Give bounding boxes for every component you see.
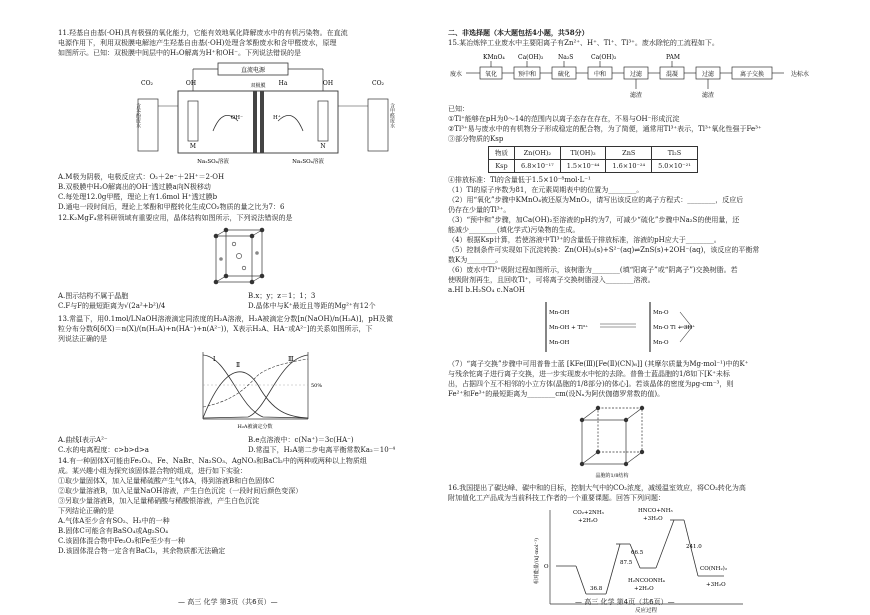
q12-option-a: A.图示结构不属于晶胞 (58, 292, 129, 300)
q12-option-b: B.x；y；z＝1；1；3 (248, 292, 316, 300)
reagent-pam: PAM (666, 54, 680, 61)
question-16 (448, 483, 838, 614)
q15-subquestion: 与残余铊离子进行离子交换，进一步实现废水中铊的去除。普鲁士蓝晶胞的1/8如下[K⁺未标 (448, 370, 730, 378)
q15-subquestion: 仍存在少量的Tl³⁺。 (448, 206, 511, 214)
right-column (448, 28, 838, 615)
question-11 (58, 28, 438, 212)
q15-subquestion: 能减少________(填化学式)污染物的生成。 (448, 226, 580, 234)
table-cell: Tl₂S (652, 147, 698, 160)
ha-label: Ha (278, 80, 288, 87)
q14-option: A.气体A至少含有SO₂、H₂中的一种 (58, 517, 170, 525)
energy-label: CO(NH₂)₂ (700, 566, 728, 572)
energy-label: +3H₂O (643, 516, 663, 522)
electrode-m (188, 101, 198, 141)
q11-line: 电源作用下，利用双极膜电解池产生羟基自由基(·OH)处理含苯酚废水和含甲醛废水，原理 (58, 39, 337, 47)
table-cell: ZnS (606, 147, 652, 160)
q14-option: C.该固体混合物中Fe₂O₃和Fe至少有一种 (58, 537, 185, 545)
titration-figure (188, 347, 328, 432)
q12-option-d: D.晶体中与K⁺最近且等距的Mg²⁺有12个 (248, 302, 376, 310)
x-axis-label: 反应过程 (634, 608, 658, 614)
energy-label: +3H₂O (706, 582, 726, 588)
process-flow-figure (448, 51, 833, 101)
known-title: 已知： (448, 105, 469, 113)
q15-subquestion: a.HI b.H₂SO₄ c.NaOH (448, 286, 525, 294)
flow-sulfide: 硫化 (557, 71, 571, 78)
energy-label: CO₂+2NH₃ (573, 510, 604, 516)
q14-line: 下列结论正确的是 (58, 507, 114, 515)
q13-option-d: D.常温下，H₂A第二步电离平衡常数Ka₂＝10⁻⁴ (248, 446, 396, 454)
section-heading: 二、非选择题（本大题包括4小题，共58分） (448, 28, 589, 37)
q12-options-row (58, 301, 438, 311)
flow-ion-exchange: 离子交换 (739, 71, 765, 78)
electrolysis-diagram (133, 61, 393, 169)
right-tank-label: 含甲醛废水 (389, 103, 395, 128)
q13-options-row (58, 445, 438, 455)
table-cell: 1.6×10⁻²⁴ (606, 160, 652, 173)
ion-left-label: Mn-OH (549, 310, 570, 316)
curve-label-ii: Ⅱ (236, 362, 241, 369)
q12-option-c: C.F与F的最短距离为√(2a²+b²)/4 (58, 302, 166, 310)
q13-option-a: A.曲线Ⅰ表示A²⁻ (58, 436, 108, 444)
question-13 (58, 314, 438, 455)
ion-exchange-figure (538, 298, 738, 356)
flow-wastewater: 废水 (450, 71, 463, 78)
energy-label: HNCO+NH₃ (638, 508, 673, 514)
question-12 (58, 213, 438, 311)
h-ion-label: H⁺ (273, 115, 281, 121)
ion-right-label: Mn-O (653, 340, 669, 346)
table-row (489, 160, 698, 173)
flow-coagulate: 混凝 (665, 71, 679, 78)
ion-right-label: Mn-O (653, 310, 669, 316)
q15-subquestion: （4）根据Ksp计算，若使溶液中Tl³⁺的含量低于排放标准，溶液的pH应大于________。 (448, 236, 721, 244)
q14-line: ③另取少量溶液B，加入足量稀硝酸与稀酸银溶液，产生白色沉淀 (58, 497, 260, 505)
energy-label: H₂NCOONH₄ (628, 578, 665, 584)
x-axis-label: H₂A被滴定分数 (237, 424, 273, 430)
energy-value: 36.8 (590, 586, 603, 592)
q15-subquestion: Fe²⁺和Fe³⁺的最短距离为________cm(设Nₐ为阿伏伽德罗常数的值)。 (448, 390, 665, 398)
q15-subquestion: （3）“预中和”步骤，加Ca(OH)₂至溶液的pH约为7，可减少“硫化”步骤中Na₂S的使用量，还 (448, 216, 740, 224)
table-cell: 1.5×10⁻⁴⁴ (560, 160, 606, 173)
q16-line: 16.我国提出了碳达峰、碳中和的目标，控制大气中的CO₂浓度，减缓温室效应，将CO₂转化为高 (448, 484, 746, 492)
curve-label-i: Ⅰ (213, 356, 216, 363)
ksp-table (488, 146, 698, 173)
electrode-n (318, 101, 328, 141)
table-cell: Zn(OH)₂ (515, 147, 561, 160)
bipolar-membrane-a (253, 91, 257, 153)
q15-subquestion: （1）Tl的原子序数为81，在元素周期表中的位置为________。 (448, 186, 644, 194)
cell-outline (178, 91, 338, 153)
known-item: ④排放标准：Tl的含量低于1.5×10⁻⁸mol·L⁻¹ (448, 176, 591, 184)
q15-subquestion: 出，占据四个互不相邻的小立方体(晶胞的1/8部分)的体心]。若该晶体的密度为ρg·cm⁻³，则 (448, 380, 734, 388)
flow-residue-2: 滤渣 (701, 92, 715, 99)
q13-line: 列说法正确的是 (58, 335, 107, 343)
q15-intro: 15.某冶炼锌工业废水中主要阳离子有Zn²⁺、H⁺、Tl⁺、Tl³⁺。废水除铊的工流程如下。 (448, 39, 719, 47)
q14-line: 成。某兴趣小组为探究该固体混合物的组成，进行如下实验： (58, 467, 247, 475)
energy-origin: O (544, 564, 549, 570)
flow-filter-2: 过滤 (701, 71, 715, 78)
page-footer-right: — 高三 化学 第4页（共6页）— (575, 598, 675, 606)
bottom-right-solution: Na₂SO₄溶液 (292, 159, 324, 165)
left-column (58, 28, 438, 556)
bipolar-membrane-b (260, 91, 264, 153)
q13-options-row (58, 435, 438, 445)
q11-option: C.每处理12.0g甲醛，理论上有1.6mol H⁺透过膜b (58, 193, 218, 201)
q14-line: 14.有一种固体X可能由Fe₂O₃、Fe、NaBr、Na₂SO₃、AgNO₃和BaCl₂中的两种或两种以上物质组 (58, 457, 367, 465)
question-14 (58, 456, 438, 556)
flow-output: 达标水 (790, 71, 810, 78)
oh-label-right: OH (322, 80, 334, 87)
oh-label: OH (185, 80, 197, 87)
flow-oxidize: 氧化 (484, 71, 498, 78)
ion-right-label: Mn-O Tl + 3H⁺ (653, 325, 696, 331)
crystal-figure (208, 226, 270, 288)
prussian-blue-figure (568, 402, 658, 480)
reagent-caoh2-2: Ca(OH)₂ (591, 54, 617, 61)
energy-label: +2H₂O (578, 518, 598, 524)
process-flow-diagram (448, 51, 833, 101)
ion-left-label: Mn-OH + Tl³⁺ (549, 325, 588, 331)
q13-line: 13.常温下，用0.1mol/LNaOH溶液滴定同浓度的H₂A溶液，H₂A被滴定分数[n(NaOH)/n(H₂A)]，pH及微 (58, 315, 393, 323)
table-cell: 物质 (489, 147, 515, 160)
electrolysis-figure (133, 61, 393, 169)
flow-residue: 滤渣 (629, 92, 643, 99)
flow-preneutral: 预中和 (517, 71, 537, 78)
ph-curve (203, 359, 308, 407)
crystal-structure-diagram (208, 226, 270, 288)
q14-line: ②取少量溶液B，加入足量NaOH溶液，产生白色沉淀（一段时间后颜色变深） (58, 487, 303, 495)
reagent-kmno4: KMnO₄ (483, 54, 505, 61)
co2-label: CO₂ (141, 80, 153, 87)
q13-option-c: C.水的电离程度：c>b>d>a (58, 446, 149, 454)
electrode-m-label: M (189, 143, 197, 150)
cube-caption: 晶胞的1/8结构 (595, 473, 629, 479)
q15-subquestion: （6）废水中Tl³⁺吸附过程如图所示，该树脂为________(填“阳离子”或“阴离子”)交换树脂。若 (448, 266, 738, 274)
question-15 (448, 38, 838, 480)
titration-curve-diagram (188, 347, 328, 432)
table-cell: 6.8×10⁻¹⁷ (515, 160, 561, 173)
q14-option: D.该固体混合物一定含有BaCl₂，其余物质都无法确定 (58, 547, 226, 555)
known-item: ①Tl⁺能够在pH为0～14的范围内以离子态存在存在，不易与OH⁻形成沉淀 (448, 115, 680, 123)
q15-subquestion: （5）控制条件可实现如下沉淀转换：Zn(OH)₂(s)+S²⁻(aq)⇌ZnS(s)+2OH⁻(aq)，该反应的平衡常 (448, 246, 760, 254)
table-cell: Ksp (489, 160, 515, 173)
q11-line: 如图所示。已知：双极膜中间层中的H₂O解离为H⁺和OH⁻。下列说法错误的是 (58, 49, 301, 57)
bottom-left-solution: Na₂SO₄溶液 (197, 159, 229, 165)
table-cell: 5.0×10⁻²¹ (652, 160, 698, 173)
electrode-n-label: N (320, 143, 326, 150)
prussian-blue-cube-diagram (568, 402, 658, 480)
ion-left-label: Mn-OH (549, 340, 570, 346)
co2-label-right: CO₂ (372, 80, 384, 87)
q13-option-b: B.e点溶液中：c(Na⁺)＝3c(HA⁻) (248, 436, 354, 444)
q12-options-row (58, 291, 438, 301)
energy-value: 241.0 (686, 544, 702, 550)
energy-label: +2H₂O (634, 586, 654, 592)
q14-option: B.固体C可能含有BaSO₄或Ag₂SO₄ (58, 527, 169, 535)
ion-exchange-diagram (538, 298, 738, 356)
q11-option: B.双极膜中H₂O解离出的OH⁻透过膜a向N极移动 (58, 183, 211, 191)
left-tank (138, 99, 158, 151)
curve-label-iii: Ⅲ (288, 356, 294, 363)
q15-subquestion: （2）用“氧化”步骤中KMnO₄被还原为MnO₂，请写出该反应的离子方程式：________，反应后 (448, 196, 744, 204)
membrane-label: 双极膜 (250, 83, 266, 89)
pct-label: 50% (311, 383, 323, 389)
curve-ii (203, 372, 308, 418)
q14-line: ①取少量固体X，加入足量稀硫酸产生气体A，得到溶液B和白色固体C (58, 477, 275, 485)
power-label: 直流电源 (240, 67, 266, 74)
table-row (489, 147, 698, 160)
oh-ion-label: OH⁻ (230, 115, 243, 121)
q12-line: 12.K₂MgF₄常科研领域有重要应用，晶体结构如图所示，下列说法错误的是 (58, 214, 293, 222)
energy-value: 66.5 (631, 550, 644, 556)
energy-value: 87.5 (620, 560, 633, 566)
q15-subquestion: 使吸附剂再生，且回收Tl⁺，可将离子交换树脂浸入________溶液。 (448, 276, 655, 284)
q11-option: A.M极为阴极，电极反应式：O₂＋2e⁻＋2H⁺＝2·OH (58, 173, 225, 181)
q13-line: 粒分布分数δ[δ(X)＝n(X)/(n(H₂A)+n(HA⁻)+n(A²⁻))，X表示H₂A、HA⁻或A²⁻]的关系如图所示，下 (58, 325, 373, 333)
known-item: ②Tl³⁺易与废水中的有机物分子形成稳定的配合物，为了简便，通常用Tl³⁺表示，Tl³⁺氧化性强于Fe³⁺ (448, 125, 762, 133)
reagent-caoh2: Ca(OH)₂ (518, 54, 544, 61)
reagent-na2s: Na₂S (558, 54, 574, 61)
table-cell: Tl(OH)₃ (560, 147, 606, 160)
q16-line: 附加值化工产品成为当前科技工作者的一个重要课题。回答下列问题： (448, 494, 665, 502)
y-axis-label: 相对能量/(kJ·mol⁻¹) (534, 537, 540, 585)
page-footer-left: — 高三 化学 第3页（共6页）— (178, 598, 278, 606)
q11-option: D.通电一段时间后，理论上苯酚和甲醛转化生成CO₂物质的量之比为7：6 (58, 203, 285, 211)
q11-line: 11.羟基自由基(·OH)具有极强的氧化能力，它能有效地氧化降解废水中的有机污染物。在直流 (58, 29, 348, 37)
q15-subquestion: （7）“离子交换”步骤中可用普鲁士蓝 [KFe(Ⅲ)[Fe(Ⅱ)(CN)₆]] (其摩尔质量为Mg·mol⁻¹)中的K⁺ (448, 360, 749, 368)
known-item: ③部分物质的Ksp (448, 135, 504, 143)
flow-neutral: 中和 (593, 71, 607, 78)
left-tank-label: 含苯酚废水 (135, 103, 141, 128)
q15-subquestion: 数K为________。 (448, 256, 503, 264)
flow-filter: 过滤 (629, 71, 643, 78)
